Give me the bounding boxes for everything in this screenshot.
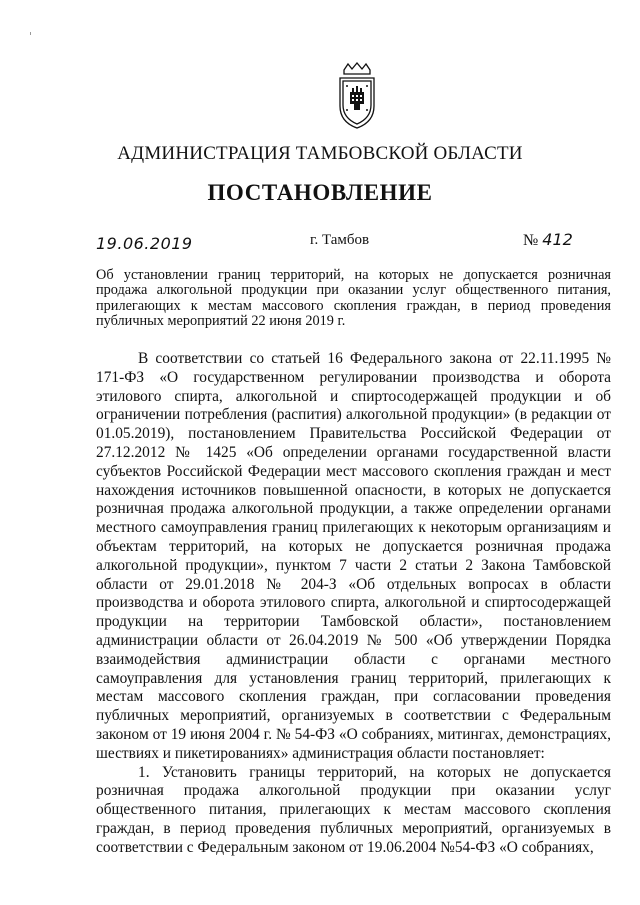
coat-of-arms-icon [330, 62, 384, 130]
document-date: 19.06.2019 [96, 234, 193, 253]
document-number [523, 230, 573, 250]
document-city: г. Тамбов [310, 232, 370, 248]
body-paragraph: В соответствии со статьей 16 Федерального закона от 22.11.1995 № 171-ФЗ «О государственном регулировании производства и оборота этилового спирта, алкогольной и спиртосодержащей продукции и об ограничении потребления (распития) алкогольной продукции» (в редакции от 01.05.2019), постановлением Правительства Российской Федерации от 27.12.2012 № 1425 «Об определении органами государственной власти субъектов Российской Федерации мест массового скопления граждан и мест нахождения источников повышенной опасности, в которых не допускается розничная продажа алкогольной продукции, а также определении органами местного самоуправления границ прилегающих к некоторым организациям и объектам территорий, на которых не допускается розничная продажа алкогольной продукции», пунктом 7 части 2 статьи 2 Закона Тамбовской области от 29.01.2018 № 204-З «Об отдельных вопросах в области производства и оборота этилового спирта, алкогольной и спиртосодержащей продукции на территории Тамбовской области», постановлением администрации области от 26.04.2019 № 500 «Об утверждении Порядка взаимодействия администрации области с органами местного самоуправления для установления границ территорий, прилегающих к местам массового скопления граждан, при согласовании проведения публичных мероприятий, организуемых в соответствии с Федеральным законом от 19 июня 2004 г. № 54-ФЗ «О собраниях, митингах, демонстрациях, шествиях и пикетированиях» администрация области постановляет: [96, 350, 611, 762]
organization-title: АДМИНИСТРАЦИЯ ТАМБОВСКОЙ ОБЛАСТИ [117, 143, 523, 164]
document-type: ПОСТАНОВЛЕНИЕ [207, 180, 433, 205]
number-value: 412 [542, 230, 573, 249]
document-body [96, 350, 611, 858]
scan-mark [30, 32, 31, 35]
number-prefix: № [523, 232, 539, 249]
document-subject: Об установлении границ территорий, на которых не допускается розничная продажа алкогольной продукции при оказании услуг общественного питания, прилегающих к местам массового скопления граждан, в период проведения публичных мероприятий 22 июня 2019 г. [96, 267, 611, 330]
body-paragraph: 1. Установить границы территорий, на которых не допускается розничная продажа алкогольной продукции при оказании услуг общественного питания, прилегающих к местам массового скопления граждан, в период проведения публичных мероприятий, организуемых в соответствии с Федеральным законом от 19.06.2004 №54-ФЗ «О собраниях, [96, 763, 611, 856]
